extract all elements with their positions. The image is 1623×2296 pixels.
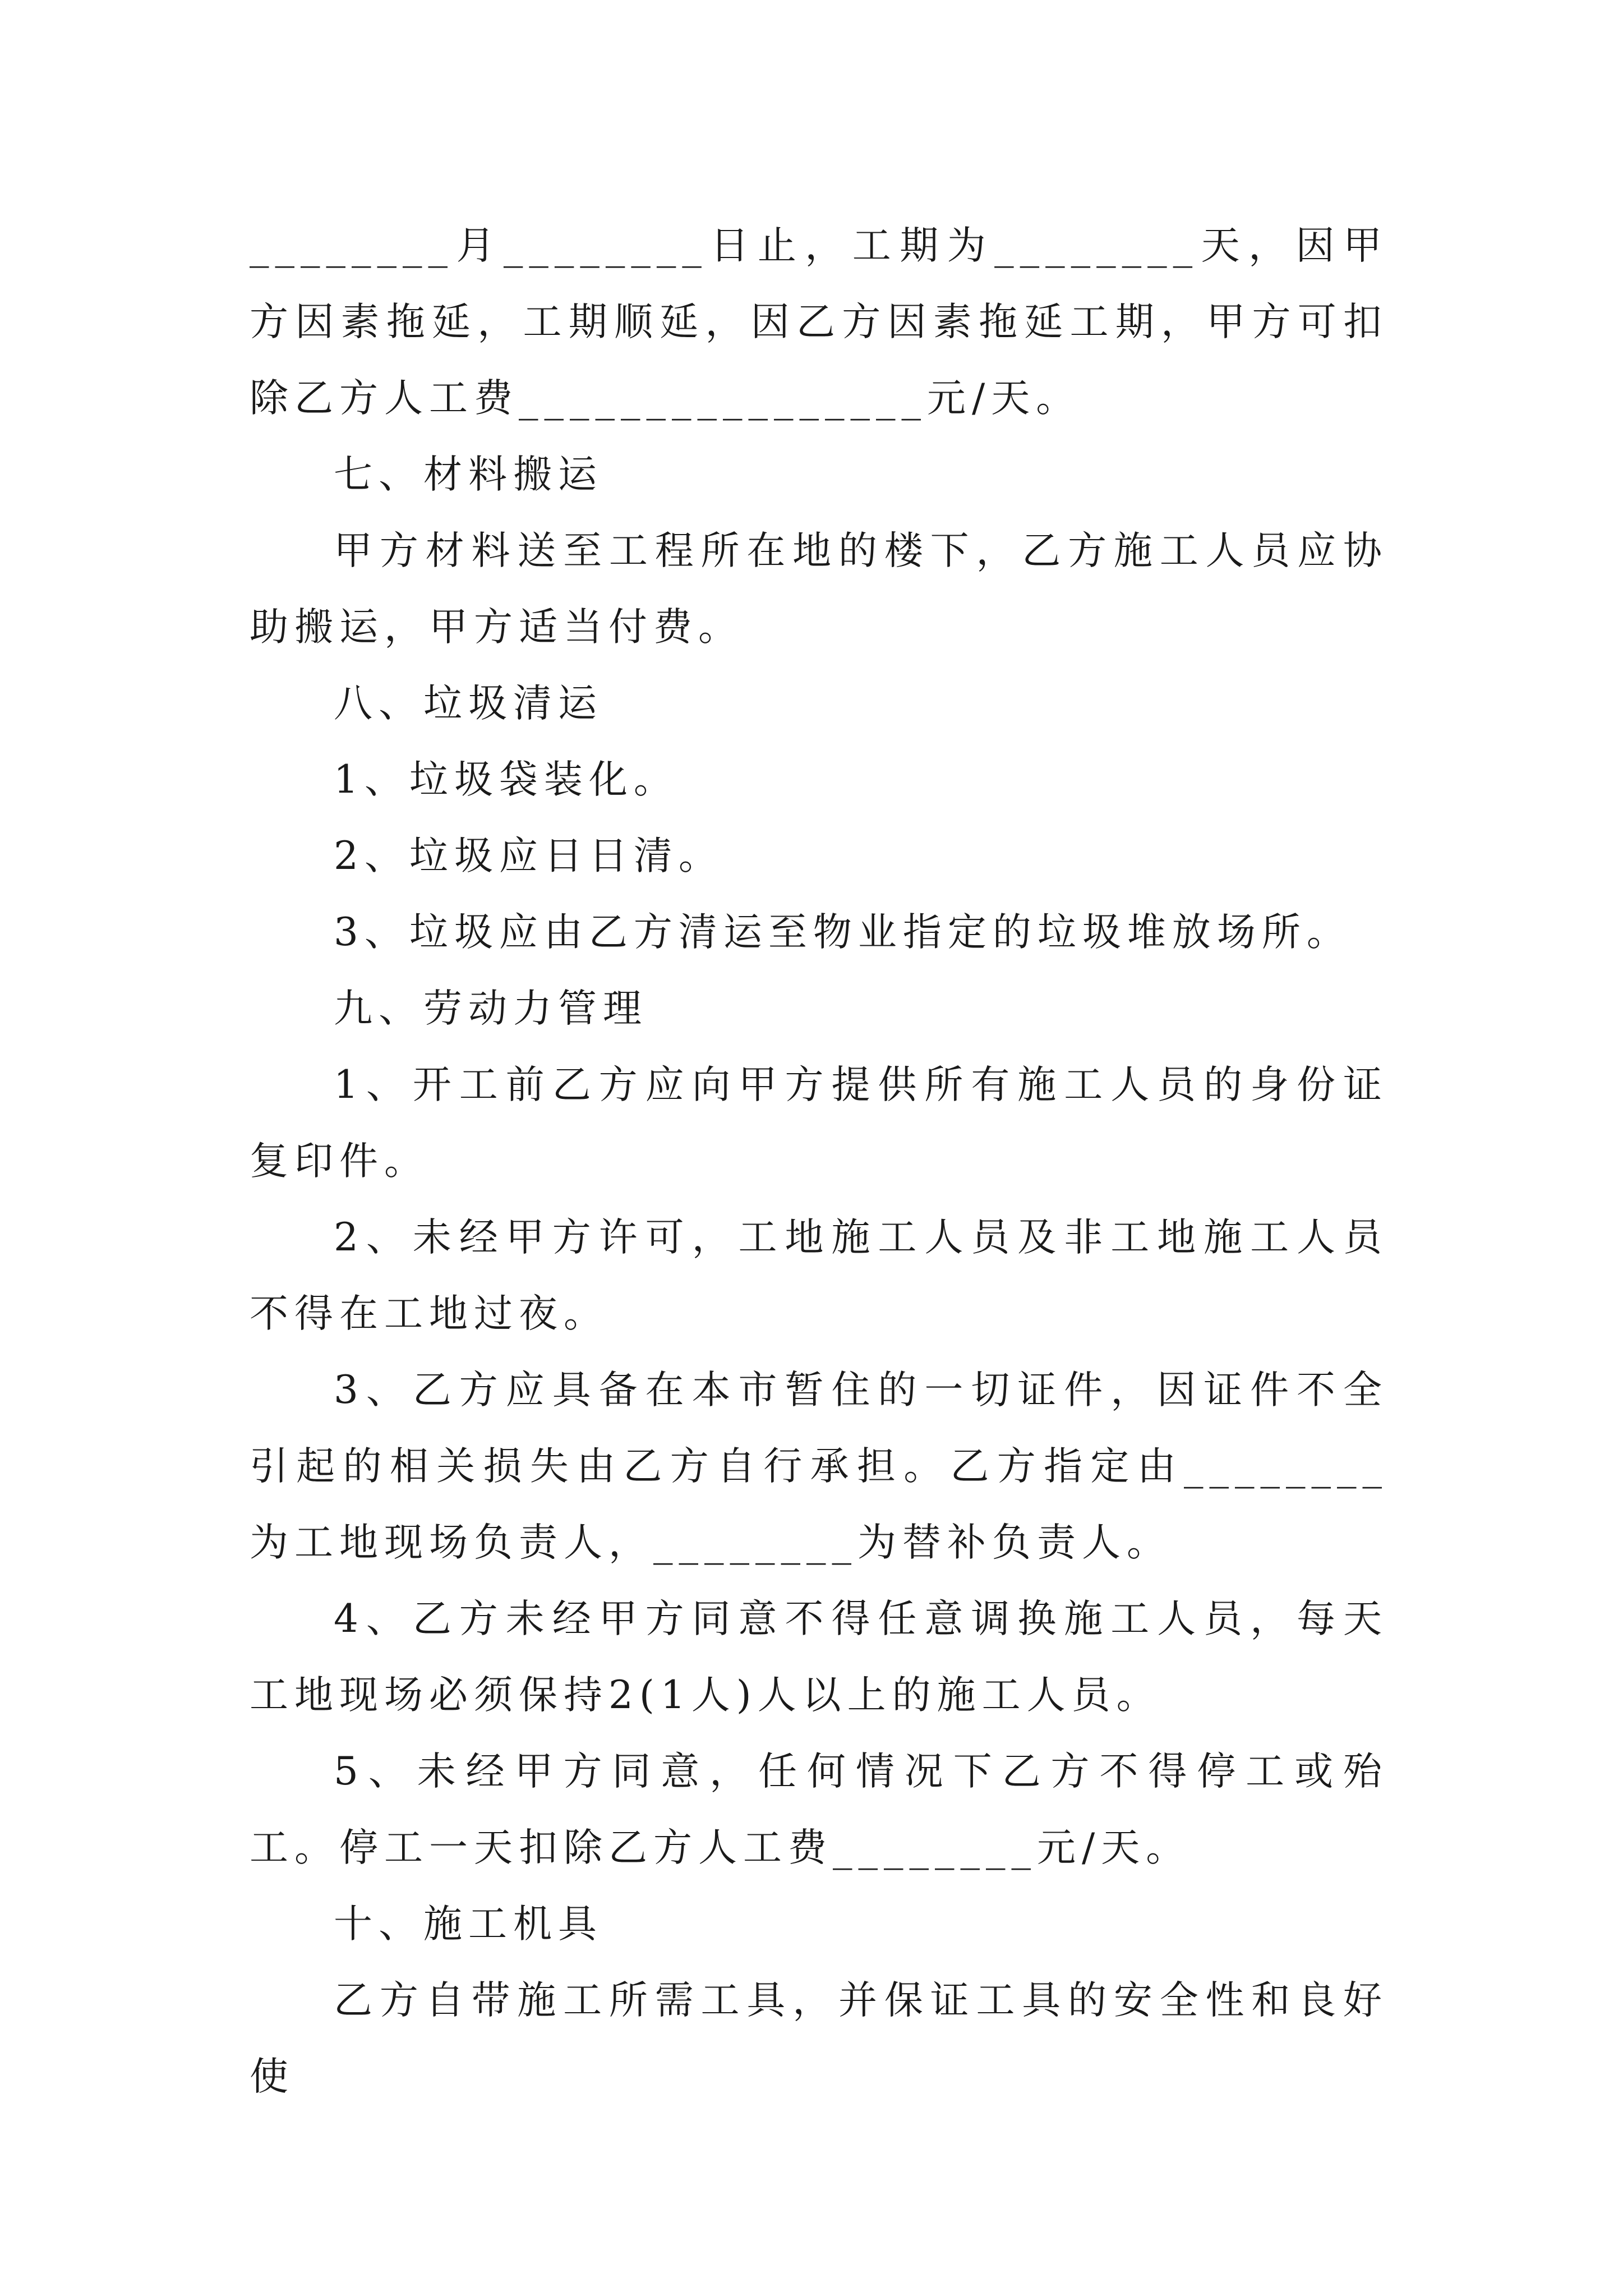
paragraph-material-transport: 甲方材料送至工程所在地的楼下，乙方施工人员应协助搬运，甲方适当付费。: [250, 528, 1388, 650]
document-body: [250, 208, 1388, 2115]
list-item-labor-2: 2、未经甲方许可，工地施工人员及非工地施工人员不得在工地过夜。: [250, 1215, 1388, 1336]
list-item-garbage-1: 1、垃圾袋装化。: [334, 757, 679, 802]
heading-material-transport: 七、材料搬运: [334, 452, 603, 497]
list-item-garbage-3: 3、垃圾应由乙方清运至物业指定的垃圾堆放场所。: [334, 910, 1352, 955]
heading-garbage-removal: 八、垃圾清运: [334, 681, 603, 726]
list-item-labor-5: 5、未经甲方同意，任何情况下乙方不得停工或殆工。停工一天扣除乙方人工费________元/天。: [250, 1749, 1388, 1870]
list-item-labor-1: 1、开工前乙方应向甲方提供所有施工人员的身份证复印件。: [250, 1062, 1388, 1184]
list-item-labor-3: 3、乙方应具备在本市暂住的一切证件，因证件不全引起的相关损失由乙方自行承担。乙方指定由________为工地现场负责人，________为替补负责人。: [250, 1368, 1388, 1565]
paragraph-construction-period: ________月________日止，工期为________天，因甲方因素拖延，工期顺延，因乙方因素拖延工期，甲方可扣除乙方人工费________________元/天。: [250, 223, 1388, 421]
heading-labor-management: 九、劳动力管理: [334, 986, 648, 1031]
heading-construction-tools: 十、施工机具: [334, 1902, 603, 1947]
list-item-garbage-2: 2、垃圾应日日清。: [334, 834, 723, 878]
paragraph-construction-tools: 乙方自带施工所需工具，并保证工具的安全性和良好使: [250, 1978, 1388, 2099]
list-item-labor-4: 4、乙方未经甲方同意不得任意调换施工人员，每天工地现场必须保持2(1人)人以上的施工人员。: [250, 1596, 1388, 1718]
